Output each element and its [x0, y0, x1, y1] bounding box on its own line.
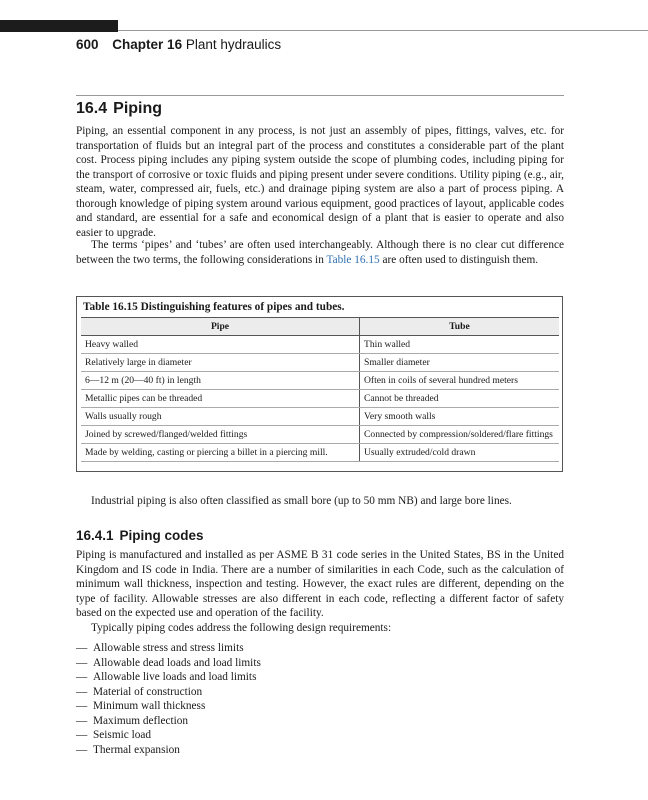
- paragraph-intro: Piping, an essential component in any process, is not just an assembly of pipes, fittings, valves, etc. for transportation of fluids but an integral part of the process and constitutes a considerable part of the plant cost. Process piping includes any piping system outside the scope of plumbing codes, including piping for the transport of corrosive or toxic fluids and piping present under severe conditions. Utility piping (e.g., air, steam, water, compressed air, fuels, etc.) and drainage piping system are also a part of process piping. A thorough knowledge of piping system around various equipment, good practices of layout, applicable codes and standard, are essential for a safe and economical design of a plant that is easier to operate and also easier to upgrade.: [76, 125, 564, 239]
- pipe-cell: Made by welding, casting or piercing a billet in a piercing mill.: [81, 444, 360, 462]
- list-item: — Material of construction: [76, 685, 261, 700]
- pipe-cell: Joined by screwed/flanged/welded fittings: [81, 426, 360, 444]
- subsection-heading: [76, 528, 204, 543]
- pipe-cell: Metallic pipes can be threaded: [81, 390, 360, 408]
- tube-cell: Cannot be threaded: [360, 390, 560, 408]
- tube-cell: Smaller diameter: [360, 354, 560, 372]
- tube-cell: Often in coils of several hundred meters: [360, 372, 560, 390]
- table-row: [81, 444, 559, 462]
- pipe-tube-table: [81, 317, 559, 462]
- column-header-tube: Tube: [360, 318, 560, 336]
- table-row: [81, 372, 559, 390]
- tube-cell: Very smooth walls: [360, 408, 560, 426]
- header-rule: [118, 30, 648, 31]
- subsection-title: Piping codes: [119, 528, 204, 543]
- tube-cell: Thin walled: [360, 336, 560, 354]
- table-header-row: [81, 318, 559, 336]
- table-16-15: [76, 296, 563, 472]
- section-title: Piping: [113, 100, 163, 117]
- tube-cell: Connected by compression/soldered/flare fittings: [360, 426, 560, 444]
- table-caption: Table 16.15 Distinguishing features of pipes and tubes.: [83, 301, 345, 313]
- table-row: [81, 408, 559, 426]
- subsection-number: 16.4.1: [76, 528, 114, 543]
- page-number: 600: [76, 37, 99, 52]
- paragraph-piping-codes: Piping is manufactured and installed as per ASME B 31 code series in the United States, BS in the United Kingdom and IS code in India. There are a number of similarities in each Code, such as the calculation of minimum wall thickness, inspection and testing. However, the exact rules are different, depending on the type of facility. Allowable stresses are also different in each code, reflecting a different factor of safety based on the expected use and operation of the facility.: [76, 549, 564, 619]
- list-item: — Allowable live loads and load limits: [76, 670, 261, 685]
- table-row: [81, 390, 559, 408]
- list-item: — Thermal expansion: [76, 743, 261, 758]
- running-header: [76, 37, 281, 52]
- list-item: — Seismic load: [76, 728, 261, 743]
- pipe-cell: Relatively large in diameter: [81, 354, 360, 372]
- table-row: [81, 336, 559, 354]
- paragraph-text: The terms ‘pipes’ and ‘tubes’ are often used interchangeably. Although there is no clear cut difference between the two terms, the following considerations in: [76, 239, 564, 266]
- paragraph-requirements-intro: Typically piping codes address the following design requirements:: [91, 622, 392, 634]
- section-heading: [76, 100, 162, 118]
- requirements-list: [76, 641, 261, 757]
- list-item: — Allowable dead loads and load limits: [76, 656, 261, 671]
- table-reference-link[interactable]: Table 16.15: [326, 253, 380, 266]
- list-item: — Maximum deflection: [76, 714, 261, 729]
- chapter-title: Plant hydraulics: [185, 37, 282, 52]
- table-row: [81, 354, 559, 372]
- pipe-cell: 6—12 m (20—40 ft) in length: [81, 372, 360, 390]
- table-row: [81, 426, 559, 444]
- paragraph-bore-classification: Industrial piping is also often classified as small bore (up to 50 mm NB) and large bore lines.: [91, 495, 512, 507]
- pipe-cell: Heavy walled: [81, 336, 360, 354]
- pipe-cell: Walls usually rough: [81, 408, 360, 426]
- list-item: — Allowable stress and stress limits: [76, 641, 261, 656]
- list-item: — Minimum wall thickness: [76, 699, 261, 714]
- section-number: 16.4: [76, 100, 108, 117]
- header-bar: [0, 20, 118, 32]
- paragraph-text: are often used to distinguish them.: [379, 253, 539, 266]
- tube-cell: Usually extruded/cold drawn: [360, 444, 560, 462]
- chapter-label: Chapter 16: [112, 37, 183, 52]
- paragraph-pipes-tubes: [76, 238, 564, 267]
- column-header-pipe: Pipe: [81, 318, 360, 336]
- section-rule: [76, 95, 564, 96]
